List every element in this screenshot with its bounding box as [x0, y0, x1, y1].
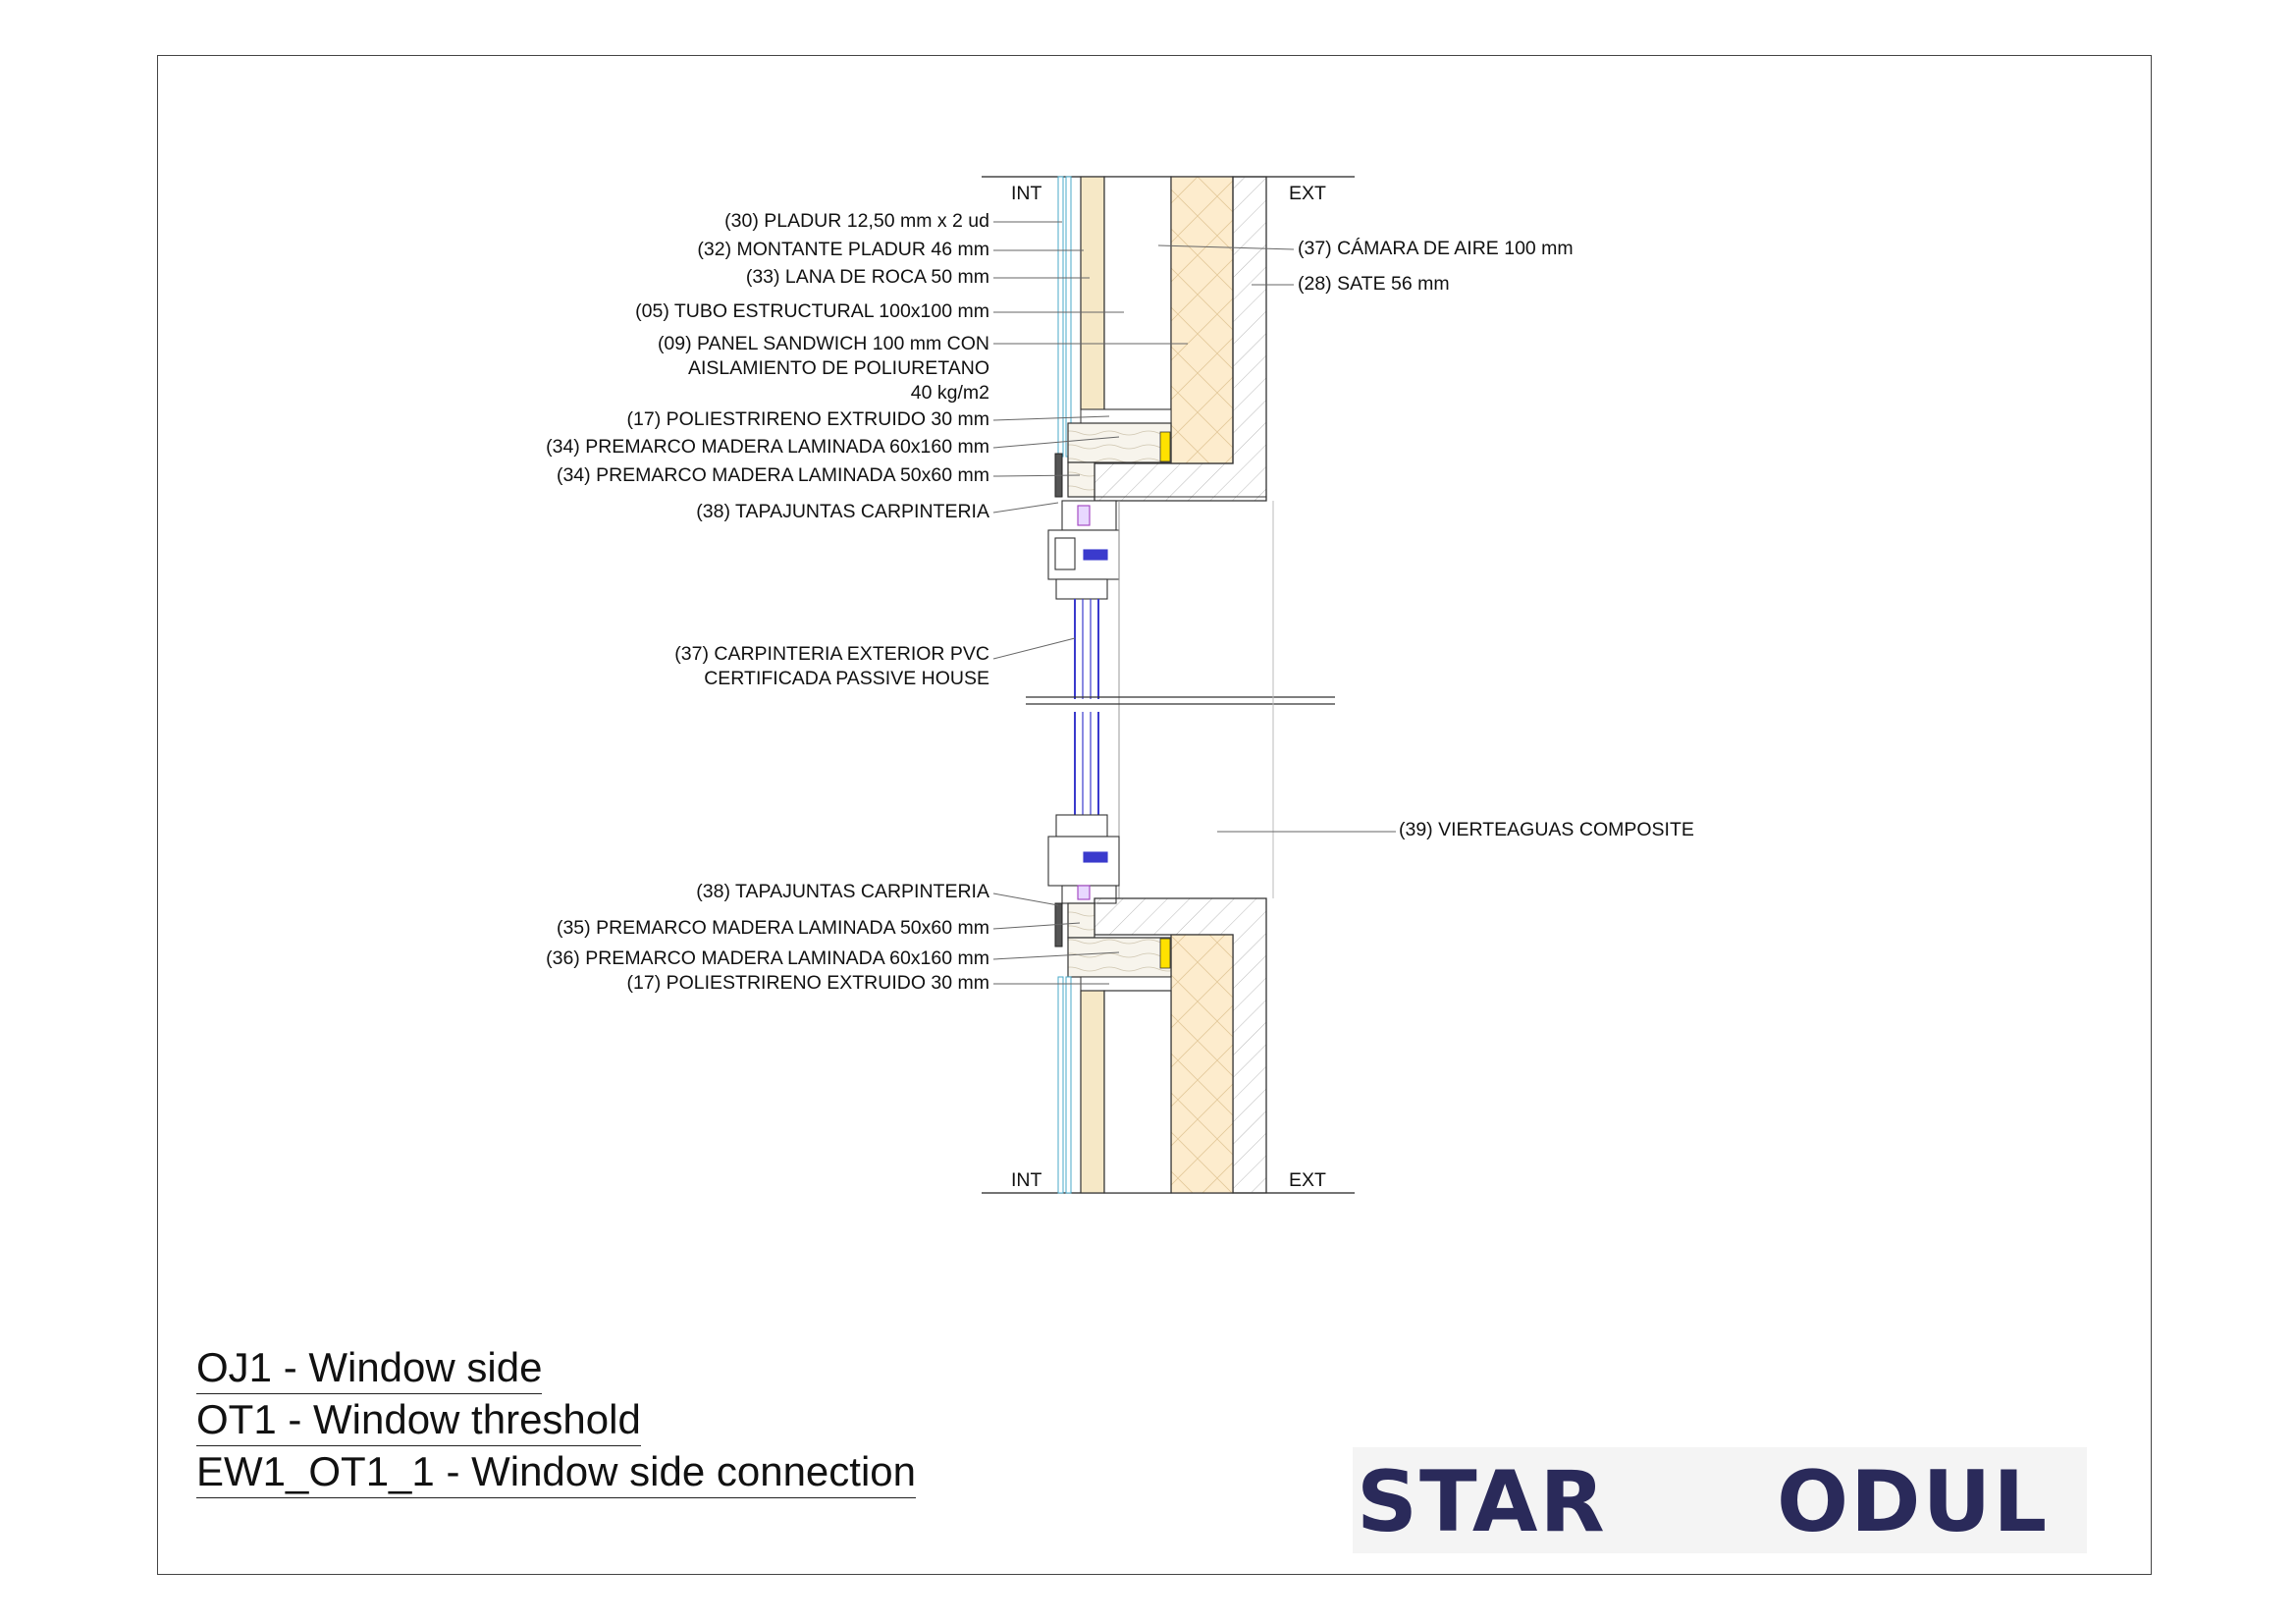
label-lana-roca: (33) LANA DE ROCA 50 mm [745, 266, 989, 288]
ext-label-bottom: EXT [1289, 1169, 1326, 1191]
title-ew1: EW1_OT1_1 - Window side connection [196, 1449, 916, 1498]
title-oj1: OJ1 - Window side [196, 1345, 542, 1394]
int-label-bottom: INT [1011, 1169, 1042, 1191]
label-tapajuntas-top: (38) TAPAJUNTAS CARPINTERIA [696, 501, 989, 522]
label-camara-aire: (37) CÁMARA DE AIRE 100 mm [1298, 238, 1574, 259]
label-pladur: (30) PLADUR 12,50 mm x 2 ud [724, 210, 989, 232]
label-xps-top: (17) POLIESTRIRENO EXTRUIDO 30 mm [626, 408, 989, 430]
upper-wall-section [1055, 177, 1266, 501]
label-xps-bottom: (17) POLIESTRIRENO EXTRUIDO 30 mm [626, 972, 989, 994]
break-line [1026, 697, 1335, 704]
logo-text-left: STAR [1357, 1453, 1607, 1551]
pvc-window-section [1048, 501, 1119, 903]
title-ot1: OT1 - Window threshold [196, 1397, 641, 1446]
label-tubo: (05) TUBO ESTRUCTURAL 100x100 mm [635, 300, 989, 322]
label-carpinteria: (37) CARPINTERIA EXTERIOR PVC CERTIFICADA PASSIVE HOUSE [674, 643, 989, 689]
label-premarco-50x60-bottom: (35) PREMARCO MADERA LAMINADA 50x60 mm [556, 917, 989, 939]
label-tapajuntas-bottom: (38) TAPAJUNTAS CARPINTERIA [696, 881, 989, 902]
label-montante: (32) MONTANTE PLADUR 46 mm [697, 239, 989, 260]
label-premarco-60x160-bottom: (36) PREMARCO MADERA LAMINADA 60x160 mm [546, 947, 989, 969]
label-panel-sandwich: (09) PANEL SANDWICH 100 mm CON AISLAMIENTO DE POLIURETANO 40 kg/m2 [657, 333, 989, 404]
label-vierteaguas: (39) VIERTEAGUAS COMPOSITE [1399, 819, 1694, 840]
label-premarco-60x160-top: (34) PREMARCO MADERA LAMINADA 60x160 mm [546, 436, 989, 458]
int-label-top: INT [1011, 183, 1042, 204]
label-sate: (28) SATE 56 mm [1298, 273, 1450, 295]
lower-wall-section [1055, 898, 1266, 1193]
ext-label-top: EXT [1289, 183, 1326, 204]
logo-text-right: ODUL [1777, 1453, 2050, 1551]
starmodul-logo [1353, 1447, 2087, 1553]
label-premarco-50x60-top: (34) PREMARCO MADERA LAMINADA 50x60 mm [556, 464, 989, 486]
